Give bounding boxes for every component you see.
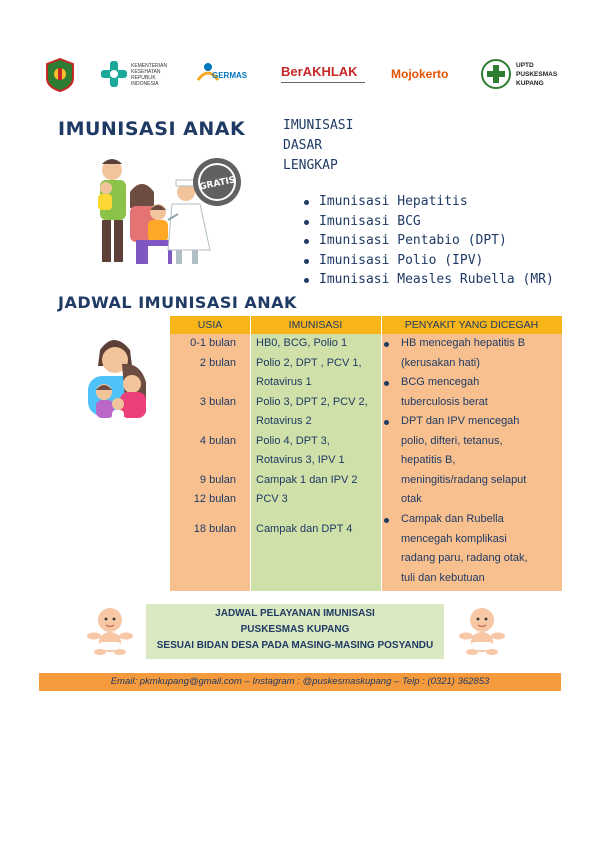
table-cell: Polio 4, DPT 3, bbox=[256, 434, 330, 447]
table-cell: 9 bulan bbox=[199, 473, 236, 486]
germas-text: GERMAS bbox=[212, 71, 248, 80]
table-cell: 18 bulan bbox=[193, 523, 236, 535]
vaccine-list bbox=[300, 192, 554, 290]
puskesmas-logo bbox=[481, 59, 511, 89]
contact-footer: Email: pkmkupang@gmail.com – Instagram : @puskesmaskupang – Telp : (0321) 362853 bbox=[39, 673, 561, 691]
header-usia: USIA bbox=[197, 319, 223, 331]
table-cell: DPT dan IPV mencegah bbox=[401, 415, 520, 427]
logo-row bbox=[0, 50, 600, 100]
mojokerto-seal-logo bbox=[46, 58, 74, 92]
list-item: Imunisasi Polio (IPV) bbox=[300, 251, 554, 271]
bullet-icon bbox=[384, 420, 389, 425]
table-cell: otak bbox=[401, 493, 422, 505]
table-cell: hepatitis B, bbox=[401, 454, 456, 466]
header-penyakit: PENYAKIT YANG DICEGAH bbox=[404, 319, 539, 331]
service-line: SESUAI BIDAN DESA PADA MASING-MASING POSYANDU bbox=[156, 640, 434, 651]
column-divider bbox=[250, 316, 251, 591]
table-cell: mencegah komplikasi bbox=[401, 532, 507, 545]
service-schedule-box bbox=[146, 604, 444, 659]
table-cell: 12 bulan bbox=[193, 493, 236, 505]
table-cell: 4 bulan bbox=[199, 434, 236, 447]
mojokerto-logo: Mojokerto bbox=[391, 67, 449, 81]
page-title: IMUNISASI ANAK bbox=[58, 118, 246, 140]
schedule-title: JADWAL IMUNISASI ANAK bbox=[58, 293, 297, 312]
kemenkes-logo bbox=[100, 60, 128, 88]
baby-left-illustration bbox=[86, 606, 134, 656]
berakhlak-underline bbox=[281, 82, 365, 89]
table-cell: Rotavirus 2 bbox=[256, 415, 312, 427]
table-cell: Rotavirus 1 bbox=[256, 376, 312, 388]
table-cell: polio, difteri, tetanus, bbox=[401, 434, 503, 447]
list-item: Imunisasi BCG bbox=[300, 212, 554, 232]
bullet-icon bbox=[384, 342, 389, 347]
uptd-text: UPTD PUSKESMAS KUPANG bbox=[516, 62, 558, 87]
table-cell: Campak dan DPT 4 bbox=[256, 523, 353, 535]
vaccination-illustration bbox=[92, 152, 282, 270]
table-cell: meningitis/radang selaput bbox=[401, 473, 527, 486]
bullet-icon bbox=[384, 518, 389, 523]
table-cell: Campak dan Rubella bbox=[401, 513, 504, 525]
table-cell: 0-1 bulan bbox=[190, 337, 236, 349]
table-cell: HB mencegah hepatitis B bbox=[401, 337, 526, 349]
column-divider bbox=[381, 316, 382, 591]
table-cell: BCG mencegah bbox=[401, 376, 480, 388]
table-cell: 2 bulan bbox=[199, 356, 236, 369]
list-item: Imunisasi Hepatitis bbox=[300, 192, 554, 212]
service-line: JADWAL PELAYANAN IMUNISASI bbox=[215, 608, 375, 619]
berakhlak-logo: BerAKHLAK bbox=[281, 64, 358, 79]
list-item: Imunisasi Measles Rubella (MR) bbox=[300, 270, 554, 290]
imunisasi-dasar-lengkap: IMUNISASI DASAR LENGKAP bbox=[283, 118, 354, 173]
bullet-icon bbox=[384, 381, 389, 386]
table-cell: (kerusakan hati) bbox=[401, 356, 480, 369]
table-cell: PCV 3 bbox=[256, 493, 288, 505]
list-item: Imunisasi Pentabio (DPT) bbox=[300, 231, 554, 251]
table-cell: HB0, BCG, Polio 1 bbox=[256, 337, 348, 349]
service-line: PUSKESMAS KUPANG bbox=[240, 624, 350, 635]
table-cell: tuli dan kebutuan bbox=[401, 571, 485, 584]
family-hug-illustration bbox=[70, 330, 160, 422]
table-cell: tuberculosis berat bbox=[401, 395, 488, 408]
table-cell: radang paru, radang otak, bbox=[401, 552, 528, 564]
baby-right-illustration bbox=[458, 606, 506, 656]
table-cell: Campak 1 dan IPV 2 bbox=[256, 473, 358, 486]
gratis-label: GRATIS bbox=[198, 175, 237, 193]
kemenkes-text: KEMENTERIAN KESEHATAN REPUBLIK INDONESIA bbox=[131, 63, 168, 87]
table-cell: Polio 3, DPT 2, PCV 2, bbox=[256, 395, 368, 408]
table-cell: 3 bulan bbox=[199, 395, 236, 408]
immunization-schedule-table bbox=[170, 316, 562, 591]
table-cell: Rotavirus 3, IPV 1 bbox=[256, 454, 345, 466]
table-cell: Polio 2, DPT , PCV 1, bbox=[256, 356, 362, 369]
header-imunisasi: IMUNISASI bbox=[288, 319, 343, 331]
